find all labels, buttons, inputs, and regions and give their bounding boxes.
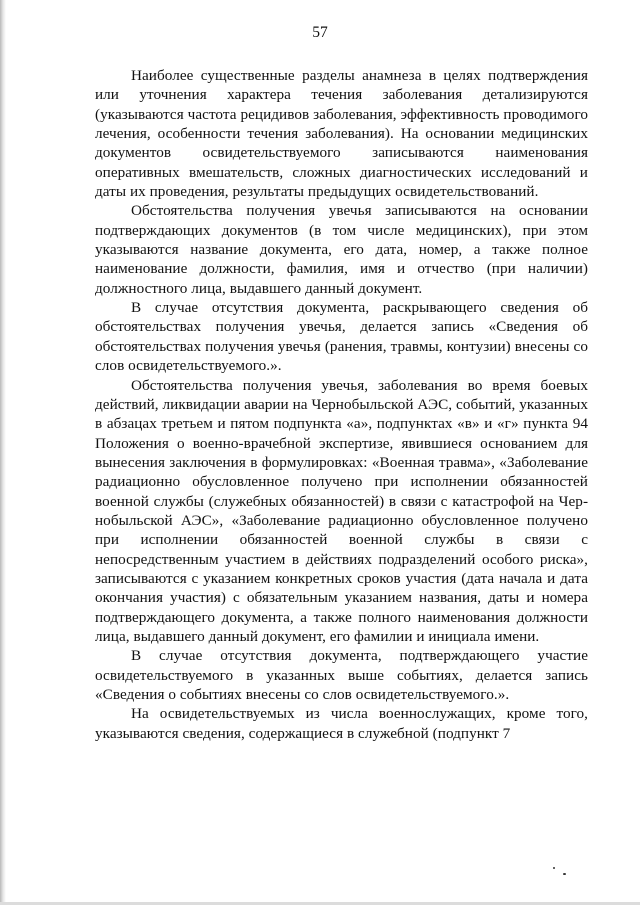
paragraph-servicemen-information: На освидетельствуемых из числа военнослужащих, кроме того, указываются сведения, содержащиеся в служебной (подпункт 7 [95, 705, 588, 742]
paragraph-anamnesis: Наиболее существенные разделы анамнеза в целях подтверждения или уточнения характера течения заболевания детализируются (указываются частота рецидивов заболевания, эффективность проводимого лечения, особенности течения заболевания). На основании медицинских документов освидетельствуемого записываются наименования оперативных вмешательств, сложных диагностических исследований и даты их проведения, результаты предыдущих освидетельствований. [95, 67, 588, 201]
page-number: 57 [312, 24, 328, 41]
paragraph-combat-chernobyl-events: Обстоятельства получения увечья, заболевания во время боевых действий, ликвидации аварии на Чернобыльской АЭС, событий, указанных в абзацах третьем и пятом подпункта «а», подпунктах «в» и «г» пункта 94 Положения о военно-врачебной экспертизе, явившиеся основанием для вынесения заключения в формулировках: «Военная травма», «Заболевание радиационно обусловленное получено при исполнении обязанностей военной службы (служебных обязанностей) в связи с катастрофой на Чернобыльской АЭС», «Заболевание радиационно обусловленное получено при исполнении обязанностей военной службы в связи с непосредственным участием в действиях подразделений особого риска», записываются с указанием конкретных сроков участия (дата начала и дата окончания участия) с обязательным указанием названия, даты и номера подтверждающего документа, а также полного наименования должности лица, выдавшего данный документ, его фамилии и инициала имени. [95, 376, 588, 645]
scan-speck [563, 873, 566, 875]
paragraph-missing-participation-document: В случае отсутствия документа, подтверждающего участие освидетельствуемого в указанных выше событиях, делается запись «Сведения о событиях внесены со слов освидетельствуемого.». [95, 647, 588, 703]
paragraph-injury-circumstances: Обстоятельства получения увечья записываются на основании подтверждающих документов (в том числе медицинских), при этом указываются название документа, его дата, номер, а также полное наименование должности, фамилия, имя и отчество (при наличии) должностного лица, выдавшего данный документ. [95, 202, 588, 297]
scan-speck [553, 867, 555, 869]
scan-left-edge [0, 0, 6, 905]
document-body [95, 66, 588, 743]
paragraph-missing-injury-document: В случае отсутствия документа, раскрывающего сведения об обстоятельствах получения увечья, делается запись «Сведения об обстоятельствах получения увечья (ранения, травмы, контузии) внесены со слов освидетельствуемого.». [95, 299, 588, 375]
